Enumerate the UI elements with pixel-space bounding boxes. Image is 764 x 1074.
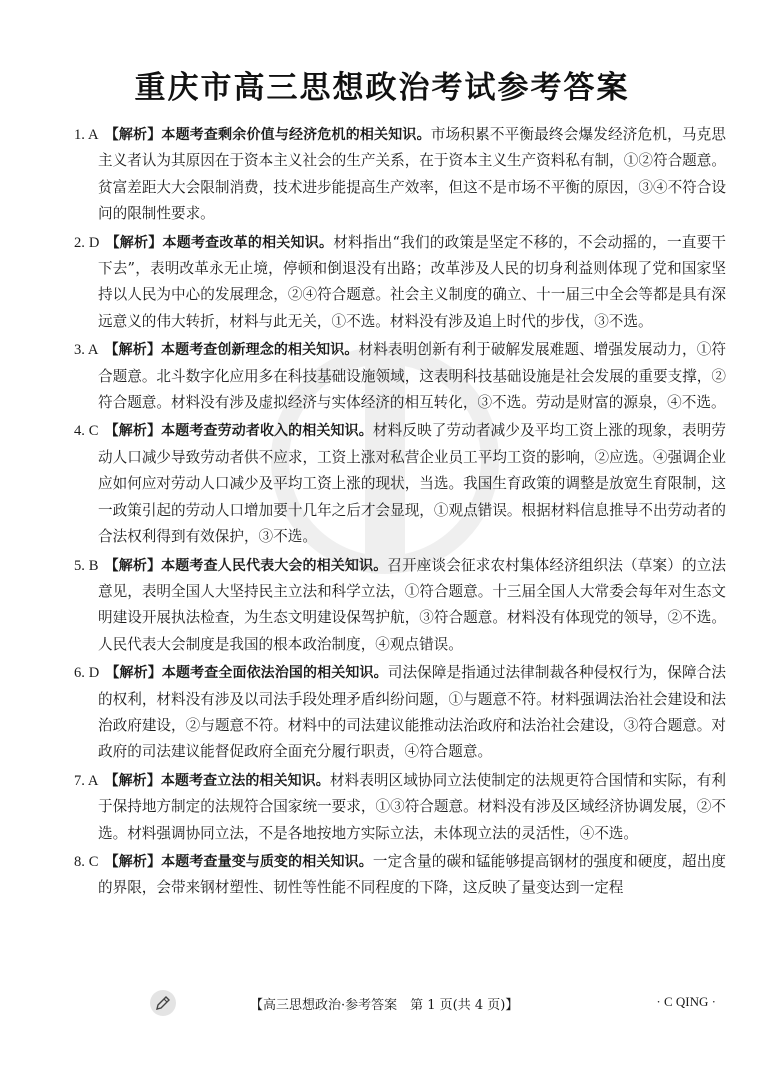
answer-body: 司法保障是指通过法律制裁各种侵权行为，保障合法的权利，材料没有涉及以司法手段处理矛盾纠纷问题，①与题意不符。材料强调法治社会建设和法治政府建设，②与题意不符。材料中的司法建议能推动法治政府和法治社会建设，③符合题意。对政府的司法建议能督促政府全面充分履行职责，④符合题意。 [98,664,727,761]
analysis-tag: 【解析】 [104,557,162,574]
analysis-tag: 【解析】 [105,234,163,251]
answer-body: 召开座谈会征求农村集体经济组织法（草案）的立法意见，表明全国人大坚持民主立法和科学立法，①符合题意。十三届全国人大常委会每年对生态文明建设开展执法检查，为生态文明建设保驾护航，③符合题意。材料没有体现党的领导，②不选。人民代表大会制度是我国的根本政治制度，④观点错误。 [98,556,727,653]
answer-number: 6. D [74,665,100,682]
answer-item [74,418,726,550]
knowledge-point: 本题考查创新理念的相关知识。 [160,342,359,359]
answer-number: 3. A [74,342,99,359]
answer-item [74,660,726,766]
answer-list [74,122,726,904]
analysis-tag: 【解析】 [104,772,161,789]
answer-number: 5. B [74,557,99,574]
analysis-tag: 【解析】 [104,127,162,143]
answer-body: 一定含量的碳和锰能够提高钢材的强度和硬度，超出度的界限，会带来钢材塑性、韧性等性能不同程度的下降，这反映了量变达到一定程 [98,852,727,897]
answer-body: 材料表明区域协同立法使制定的法规更符合国情和实际，有利于保持地方制定的法规符合国家统一要求，①③符合题意。材料没有涉及区域经济协调发展，②不选。材料强调协同立法，不是各地按地方实际立法，未体现立法的灵活性，④不选。 [98,771,727,842]
answer-number: 7. A [74,772,99,789]
knowledge-point: 本题考查改革的相关知识。 [162,234,334,251]
knowledge-point: 本题考查全面依法治国的相关知识。 [161,665,388,682]
analysis-tag: 【解析】 [104,853,162,870]
answer-body: 材料反映了劳动者减少及平均工资上涨的现象，表明劳动人口减少导致劳动者供不应求，工资上涨对私营企业员工平均工资的影响，②应选。④强调企业应如何应对劳动人口减少及平均工资上涨的现状，当选。我国生育政策的调整是放宽生育限制，这一政策引起的劳动人口增加要十几年之后才会显现，①观点错误。根据材料信息推导不出劳动者的合法权利得到有效保护，③不选。 [98,422,727,546]
knowledge-point: 本题考查人民代表大会的相关知识。 [161,557,388,574]
analysis-tag: 【解析】 [105,665,162,682]
answer-item [74,553,726,659]
knowledge-point: 本题考查剩余价值与经济危机的相关知识。 [161,127,431,143]
answer-item [74,230,726,336]
knowledge-point: 本题考查劳动者收入的相关知识。 [161,423,373,440]
answer-body: 市场积累不平衡最终会爆发经济危机，马克思主义者认为其原因在于资本主义社会的生产关系，在于资本主义生产资料私有制，①②符合题意。贫富差距大大会限制消费，技术进步能提高生产效率，但这不是市场不平衡的原因，③④不符合设问的限制性要求。 [98,126,727,223]
answer-number: 8. C [74,853,99,870]
answer-body: 材料指出“我们的政策是坚定不移的，不会动摇的，一直要干下去”，表明改革永无止境，停顿和倒退没有出路；改革涉及人民的切身利益则体现了党和国家坚持以人民为中心的发展理念，②④符合题意。社会主义制度的确立、十一届三中全会等都是具有深远意义的伟大转折，材料与此无关，①不选。材料没有涉及追上时代的步伐，③不选。 [98,233,727,330]
pencil-icon [150,990,176,1016]
answer-item [74,768,726,847]
answer-item [74,849,726,902]
answer-body: 材料表明创新有利于破解发展难题、增强发展动力，①符合题意。北斗数字化应用多在科技基础设施领域，这表明科技基础设施是社会发展的重要支撑，②符合题意。材料没有涉及虚拟经济与实体经济的相互转化，③不选。劳动是财富的源泉，④不选。 [98,341,726,412]
footer-brand: · C QING · [656,994,716,1009]
page-title: 重庆市高三思想政治考试参考答案 [134,70,630,106]
page-footer [0,990,764,1014]
knowledge-point: 本题考查量变与质变的相关知识。 [161,853,373,870]
footer-page-info: 【高三思想政治·参考答案 第 1 页(共 4 页)】 [250,998,519,1013]
analysis-tag: 【解析】 [104,423,162,440]
answer-item [74,337,726,416]
knowledge-point: 本题考查立法的相关知识。 [160,772,330,789]
answer-item [74,122,726,228]
analysis-tag: 【解析】 [104,342,161,359]
answer-number: 4. C [74,423,99,440]
answer-number: 1. A [74,127,99,143]
answer-number: 2. D [74,234,100,251]
